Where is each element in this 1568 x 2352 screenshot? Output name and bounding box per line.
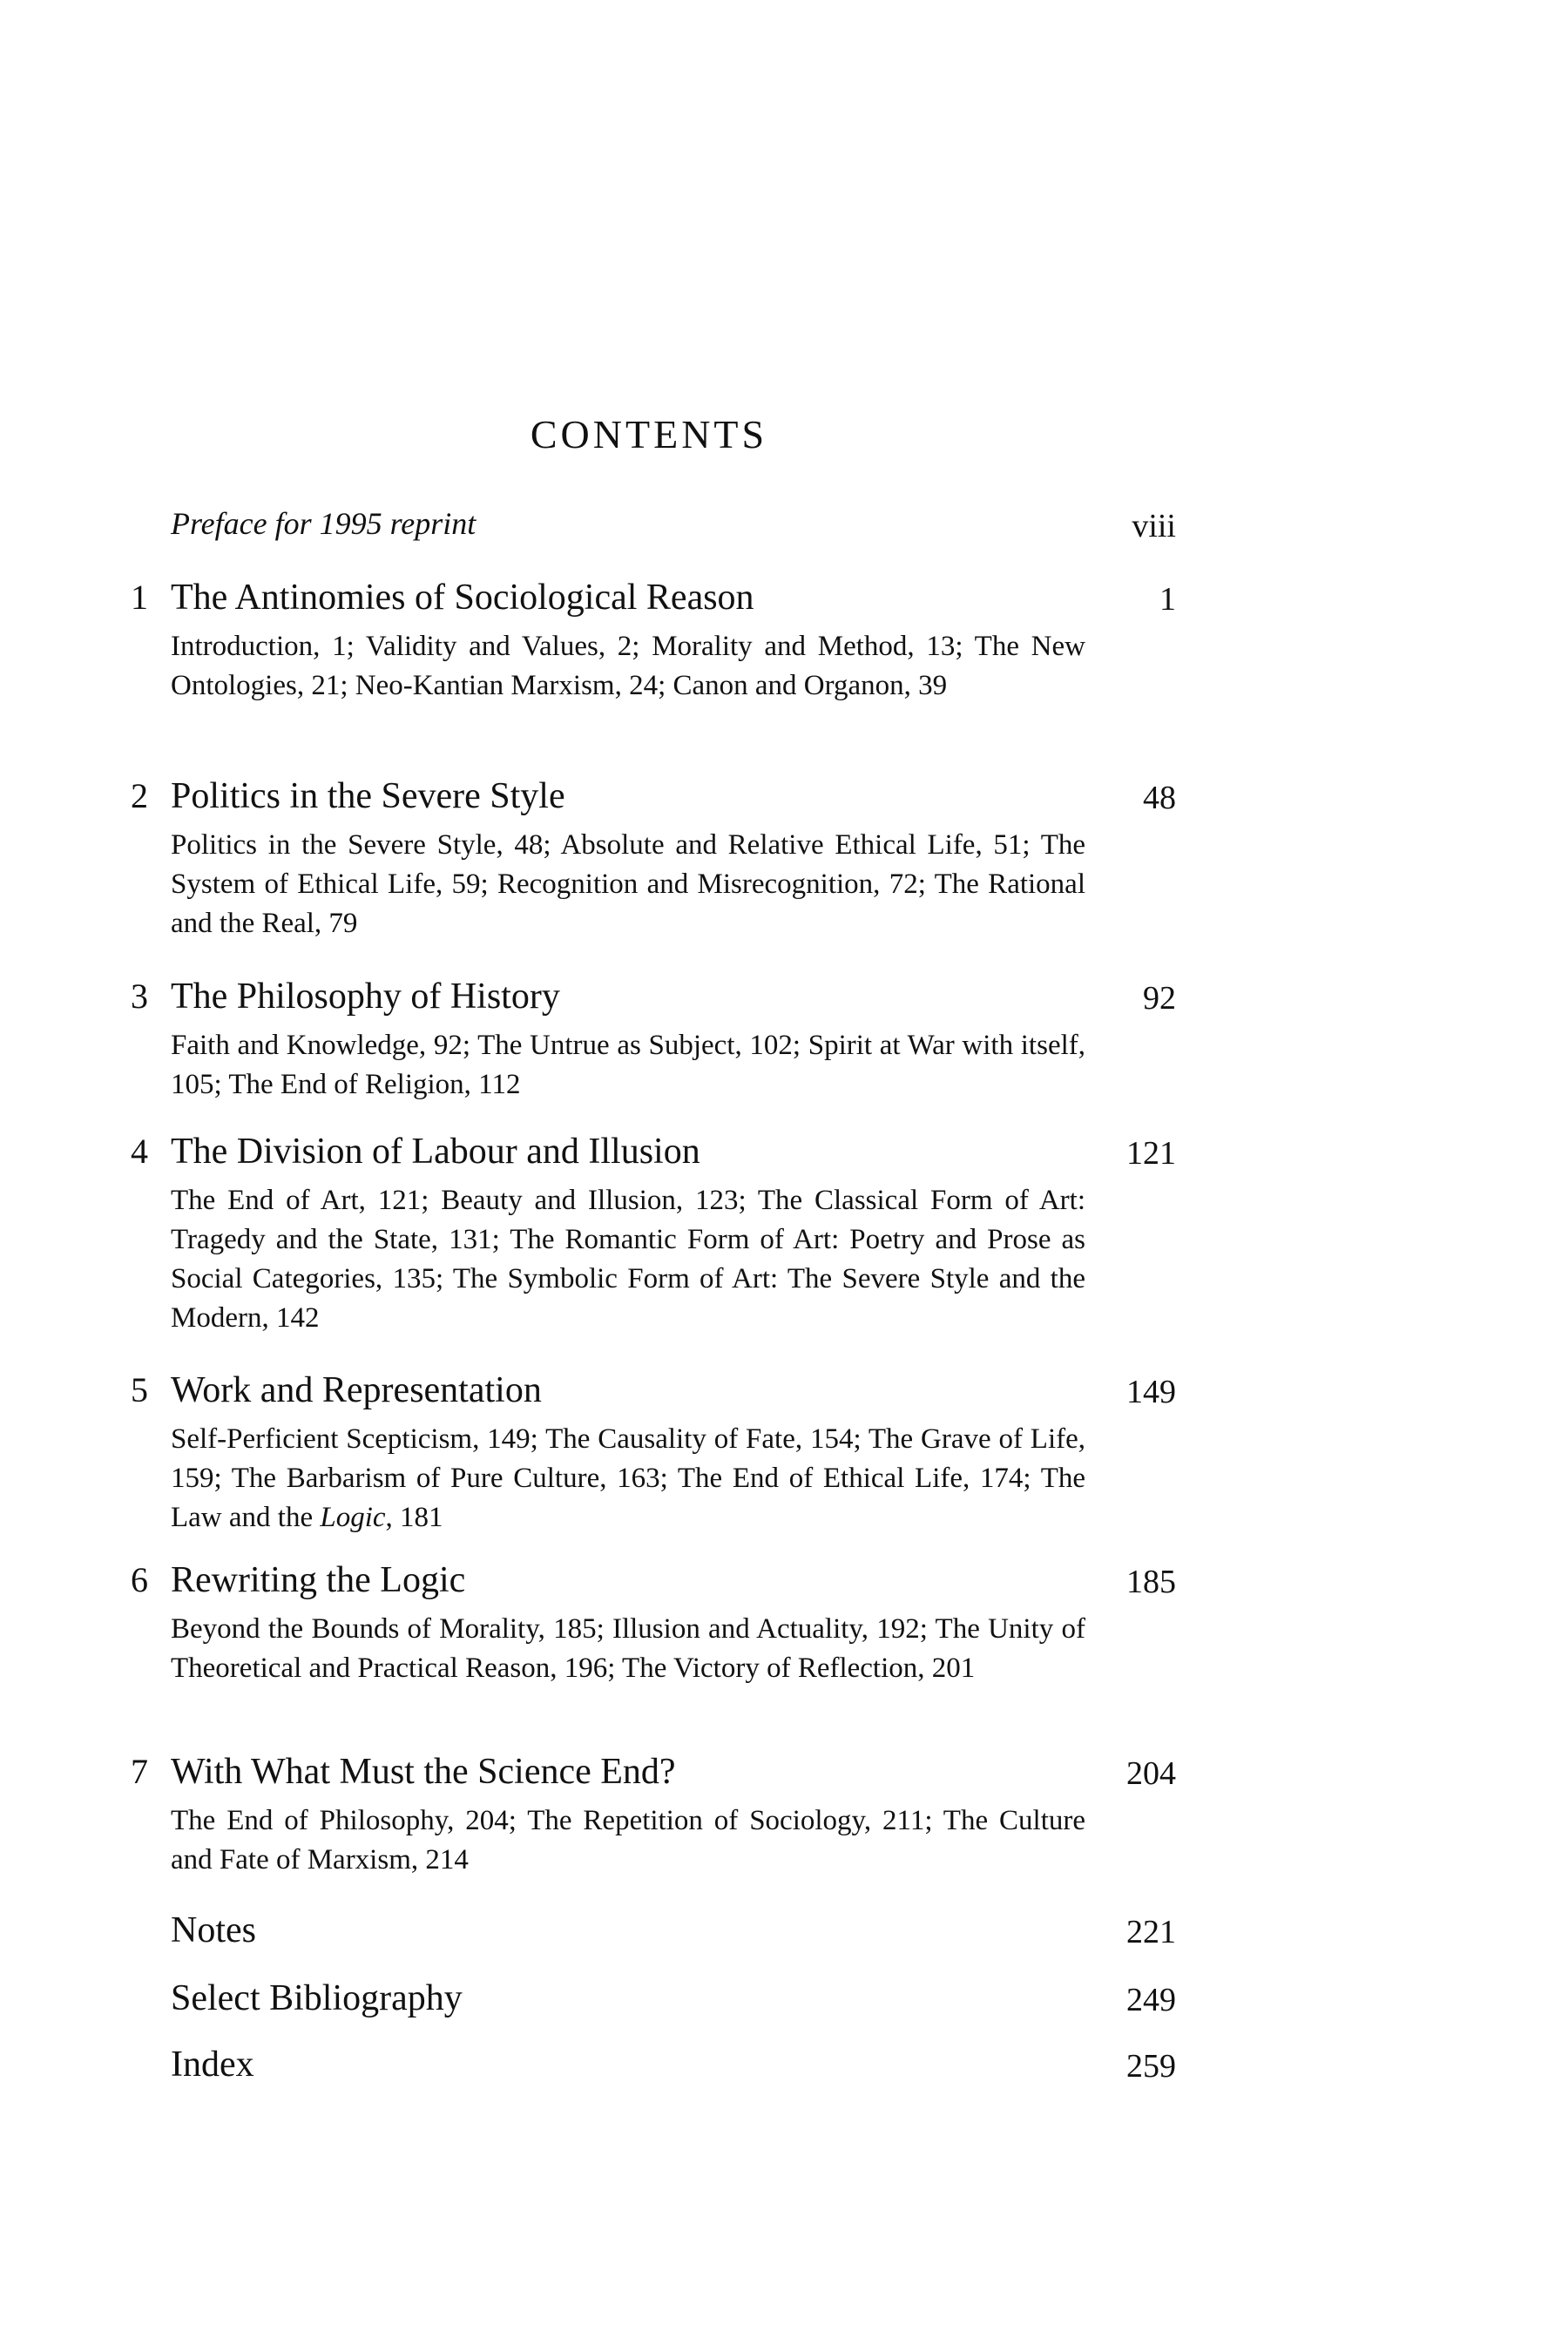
chapter-page: 149 xyxy=(1126,1374,1176,1410)
page-title: CONTENTS xyxy=(530,412,768,456)
back-matter-bibliography[interactable] xyxy=(171,1977,1176,2030)
chapter-title: Politics in the Severe Style xyxy=(171,776,565,816)
chapter-entry-1[interactable] xyxy=(131,577,1176,751)
chapter-number: 5 xyxy=(131,1370,148,1409)
preface-entry[interactable] xyxy=(171,505,1173,542)
back-matter-title: Select Bibliography xyxy=(171,1978,463,2018)
chapter-summary xyxy=(171,1420,1085,1538)
chapter-entry-3[interactable] xyxy=(131,976,1176,1115)
chapter-page: 204 xyxy=(1126,1755,1176,1792)
back-matter-page: 249 xyxy=(1126,1982,1176,2018)
chapter-summary: Politics in the Severe Style, 48; Absolute and Relative Ethical Life, 51; The System of Ethical Life, 59; Recognition and Misrecognition, 72; The Rational and the Real, 79 xyxy=(171,829,1085,939)
chapter-title: Work and Representation xyxy=(171,1370,542,1410)
chapter-page: 48 xyxy=(1143,780,1176,816)
chapter-entry-5[interactable] xyxy=(131,1369,1176,1544)
summary-text-end: , 181 xyxy=(385,1502,443,1533)
chapter-summary: Introduction, 1; Validity and Values, 2; Morality and Method, 13; The New Ontologies, 21; Neo-Kantian Marxism, 24; Canon and Organon, 39 xyxy=(171,631,1085,701)
chapter-page: 92 xyxy=(1143,980,1176,1017)
back-matter-page: 259 xyxy=(1126,2048,1176,2085)
preface-label: Preface for 1995 reprint xyxy=(171,506,476,541)
chapter-number: 6 xyxy=(131,1560,148,1599)
chapter-entry-4[interactable] xyxy=(131,1131,1176,1357)
preface-page: viii xyxy=(1132,508,1176,544)
chapter-entry-6[interactable] xyxy=(131,1559,1176,1734)
chapter-entry-2[interactable] xyxy=(131,775,1176,950)
chapter-page: 185 xyxy=(1126,1564,1176,1600)
chapter-number: 1 xyxy=(131,578,148,617)
back-matter-page: 221 xyxy=(1126,1914,1176,1950)
chapter-page: 121 xyxy=(1126,1135,1176,1172)
chapter-number: 3 xyxy=(131,977,148,1016)
summary-italic-text: Logic xyxy=(320,1502,386,1533)
chapter-title: The Division of Labour and Illusion xyxy=(171,1132,700,1172)
back-matter-title: Index xyxy=(171,2044,254,2085)
chapter-entry-7[interactable] xyxy=(131,1751,1176,1890)
back-matter-title: Notes xyxy=(171,1910,256,1950)
chapter-title: The Philosophy of History xyxy=(171,977,560,1017)
chapter-title: Rewriting the Logic xyxy=(171,1560,466,1600)
back-matter-notes[interactable] xyxy=(171,1909,1176,1962)
summary-text: Self-Perficient Scepticism, 149; The Causality of Fate, 154; The Grave of Life, 159; The Barbarism of Pure Culture, 163; The End of Ethical Life, 174; The Law and the xyxy=(171,1423,1085,1533)
chapter-title: With What Must the Science End? xyxy=(171,1752,676,1792)
chapter-summary: The End of Philosophy, 204; The Repetition of Sociology, 211; The Culture and Fate of Marxism, 214 xyxy=(171,1805,1085,1876)
chapter-number: 2 xyxy=(131,776,148,815)
chapter-number: 4 xyxy=(131,1132,148,1171)
chapter-title: The Antinomies of Sociological Reason xyxy=(171,578,754,618)
chapter-summary: Faith and Knowledge, 92; The Untrue as Subject, 102; Spirit at War with itself, 105; The End of Religion, 112 xyxy=(171,1030,1085,1100)
back-matter-index[interactable] xyxy=(171,2044,1176,2096)
chapter-summary: Beyond the Bounds of Morality, 185; Illusion and Actuality, 192; The Unity of Theoretical and Practical Reason, 196; The Victory of Reflection, 201 xyxy=(171,1613,1085,1684)
chapter-page: 1 xyxy=(1159,581,1176,618)
chapter-summary: The End of Art, 121; Beauty and Illusion, 123; The Classical Form of Art: Tragedy and the State, 131; The Romantic Form of Art: Poetry and Prose as Social Categories, 135; The Symbolic Form of Art: The Severe Style and the Modern, 142 xyxy=(171,1185,1085,1334)
chapter-number: 7 xyxy=(131,1752,148,1791)
